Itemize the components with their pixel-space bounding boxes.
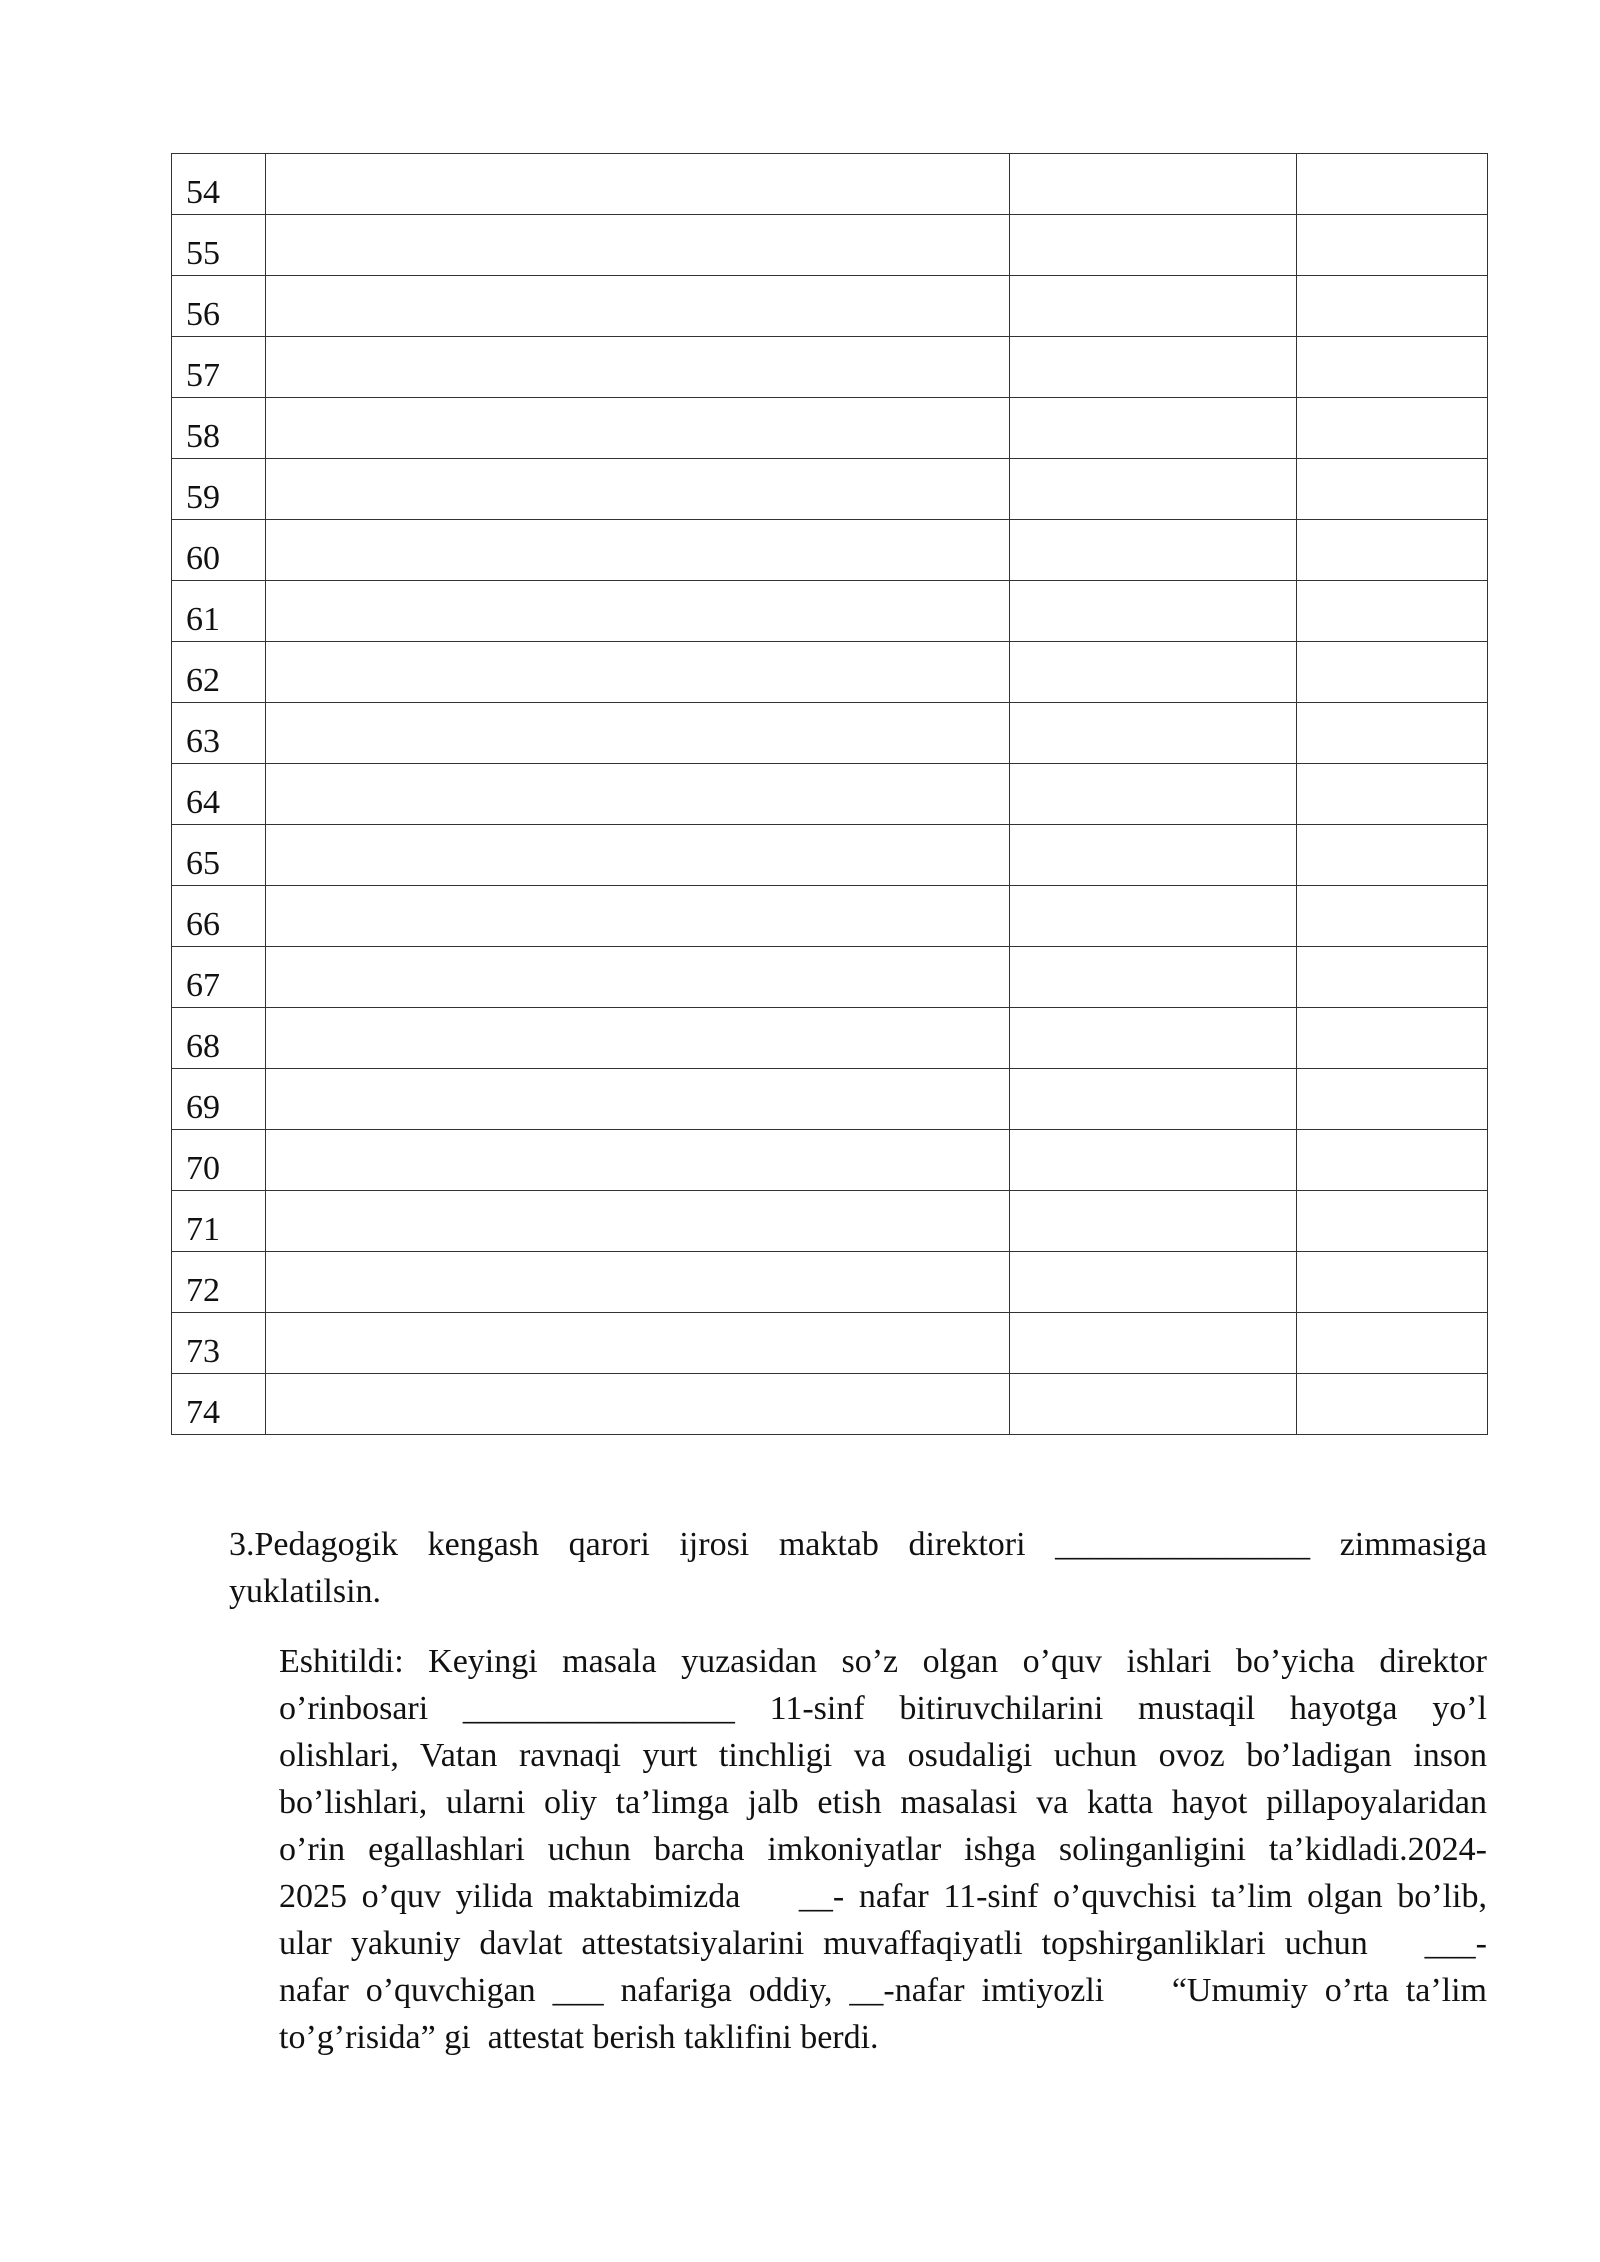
empty-cell xyxy=(1010,886,1297,947)
table-row xyxy=(172,398,1488,459)
empty-cell xyxy=(1010,581,1297,642)
empty-cell xyxy=(1297,337,1488,398)
empty-cell xyxy=(1010,1252,1297,1313)
row-number-cell: 66 xyxy=(172,886,266,947)
empty-cell xyxy=(1297,886,1488,947)
empty-cell xyxy=(1297,703,1488,764)
row-number-cell: 56 xyxy=(172,276,266,337)
row-number-cell: 62 xyxy=(172,642,266,703)
empty-cell xyxy=(1297,1130,1488,1191)
empty-cell xyxy=(266,764,1010,825)
empty-cell xyxy=(1297,825,1488,886)
empty-cell xyxy=(1297,581,1488,642)
heard-line: o’rinbosari ________________ 11-sinf bitiruvchilarini mustaqil hayotga yo’l xyxy=(279,1690,1487,1727)
heard-line: Eshitildi: Keyingi masala yuzasidan so’z olgan o’quv ishlari bo’yicha direktor xyxy=(279,1643,1487,1680)
row-number-cell: 64 xyxy=(172,764,266,825)
empty-cell xyxy=(1297,1313,1488,1374)
row-number-cell: 59 xyxy=(172,459,266,520)
empty-cell xyxy=(1297,1252,1488,1313)
row-number-cell: 61 xyxy=(172,581,266,642)
row-number-cell: 65 xyxy=(172,825,266,886)
empty-cell xyxy=(1297,947,1488,1008)
table-row xyxy=(172,1374,1488,1435)
empty-cell xyxy=(266,642,1010,703)
empty-cell xyxy=(1010,947,1297,1008)
table-row xyxy=(172,947,1488,1008)
empty-cell xyxy=(266,1252,1010,1313)
empty-cell xyxy=(1010,154,1297,215)
heard-line: nafar o’quvchigan ___ nafariga oddiy, __-nafar imtiyozli “Umumiy o’rta ta’lim xyxy=(279,1972,1487,2009)
empty-cell xyxy=(1010,276,1297,337)
empty-cell xyxy=(1010,1130,1297,1191)
empty-cell xyxy=(266,276,1010,337)
table-row xyxy=(172,459,1488,520)
empty-cell xyxy=(1010,825,1297,886)
table-row xyxy=(172,825,1488,886)
table-row xyxy=(172,581,1488,642)
heard-line: ular yakuniy davlat attestatsiyalarini muvaffaqiyatli topshirganliklari uchun ___- xyxy=(279,1925,1487,1962)
empty-cell xyxy=(1297,398,1488,459)
empty-cell xyxy=(266,581,1010,642)
empty-cell xyxy=(1297,215,1488,276)
table-row xyxy=(172,276,1488,337)
empty-cell xyxy=(1010,1069,1297,1130)
table-row xyxy=(172,1313,1488,1374)
empty-cell xyxy=(266,1130,1010,1191)
empty-cell xyxy=(266,947,1010,1008)
table-row xyxy=(172,337,1488,398)
empty-cell xyxy=(266,1313,1010,1374)
empty-cell xyxy=(1010,1191,1297,1252)
row-number-cell: 72 xyxy=(172,1252,266,1313)
empty-cell xyxy=(1297,459,1488,520)
empty-cell xyxy=(266,520,1010,581)
empty-cell xyxy=(1010,459,1297,520)
empty-cell xyxy=(1010,1008,1297,1069)
row-number-cell: 63 xyxy=(172,703,266,764)
empty-cell xyxy=(266,398,1010,459)
row-number-cell: 57 xyxy=(172,337,266,398)
heard-line: 2025 o’quv yilida maktabimizda __- nafar 11-sinf o’quvchisi ta’lim olgan bo’lib, xyxy=(279,1878,1487,1915)
table-row xyxy=(172,154,1488,215)
table-row xyxy=(172,703,1488,764)
decision-line: 3.Pedagogik kengash qarori ijrosi maktab direktori _______________ zimmasiga xyxy=(229,1526,1487,1563)
heard-paragraph xyxy=(229,1638,1487,2061)
row-number-cell: 60 xyxy=(172,520,266,581)
row-number-cell: 69 xyxy=(172,1069,266,1130)
table-row xyxy=(172,886,1488,947)
heard-line: o’rin egallashlari uchun barcha imkoniyatlar ishga solinganligini ta’kidladi.2024- xyxy=(279,1831,1487,1868)
table-row xyxy=(172,764,1488,825)
table-row xyxy=(172,520,1488,581)
empty-cell xyxy=(1297,1374,1488,1435)
heard-line: olishlari, Vatan ravnaqi yurt tinchligi va osudaligi uchun ovoz bo’ladigan inson xyxy=(279,1737,1487,1774)
empty-cell xyxy=(266,154,1010,215)
empty-cell xyxy=(1010,398,1297,459)
table-row xyxy=(172,1069,1488,1130)
row-number-cell: 58 xyxy=(172,398,266,459)
student-table xyxy=(171,153,1488,1435)
empty-cell xyxy=(266,825,1010,886)
empty-cell xyxy=(266,459,1010,520)
empty-cell xyxy=(266,1374,1010,1435)
empty-cell xyxy=(1297,1069,1488,1130)
empty-cell xyxy=(266,215,1010,276)
row-number-cell: 67 xyxy=(172,947,266,1008)
empty-cell xyxy=(1297,764,1488,825)
row-number-cell: 73 xyxy=(172,1313,266,1374)
empty-cell xyxy=(266,886,1010,947)
empty-cell xyxy=(1297,276,1488,337)
empty-cell xyxy=(266,1069,1010,1130)
empty-cell xyxy=(266,1191,1010,1252)
empty-cell xyxy=(1010,215,1297,276)
empty-cell xyxy=(1010,642,1297,703)
table-row xyxy=(172,1252,1488,1313)
empty-cell xyxy=(266,1008,1010,1069)
empty-cell xyxy=(1010,337,1297,398)
empty-cell xyxy=(1010,703,1297,764)
empty-cell xyxy=(1010,764,1297,825)
row-number-cell: 68 xyxy=(172,1008,266,1069)
empty-cell xyxy=(266,703,1010,764)
table-row xyxy=(172,1008,1488,1069)
row-number-cell: 55 xyxy=(172,215,266,276)
decision-paragraph xyxy=(229,1521,1487,1615)
student-table-body xyxy=(172,154,1488,1435)
empty-cell xyxy=(1297,154,1488,215)
heard-line: to’g’risida” gi attestat berish taklifini berdi. xyxy=(279,2019,879,2056)
empty-cell xyxy=(1297,1008,1488,1069)
table-row xyxy=(172,642,1488,703)
table-row xyxy=(172,1191,1488,1252)
empty-cell xyxy=(1297,1191,1488,1252)
table-row xyxy=(172,1130,1488,1191)
empty-cell xyxy=(1010,520,1297,581)
decision-line: yuklatilsin. xyxy=(229,1573,382,1610)
row-number-cell: 74 xyxy=(172,1374,266,1435)
empty-cell xyxy=(1010,1313,1297,1374)
heard-line: bo’lishlari, ularni oliy ta’limga jalb etish masalasi va katta hayot pillapoyalaridan xyxy=(279,1784,1487,1821)
empty-cell xyxy=(1297,642,1488,703)
empty-cell xyxy=(1010,1374,1297,1435)
empty-cell xyxy=(266,337,1010,398)
table-row xyxy=(172,215,1488,276)
row-number-cell: 71 xyxy=(172,1191,266,1252)
empty-cell xyxy=(1297,520,1488,581)
row-number-cell: 70 xyxy=(172,1130,266,1191)
row-number-cell: 54 xyxy=(172,154,266,215)
